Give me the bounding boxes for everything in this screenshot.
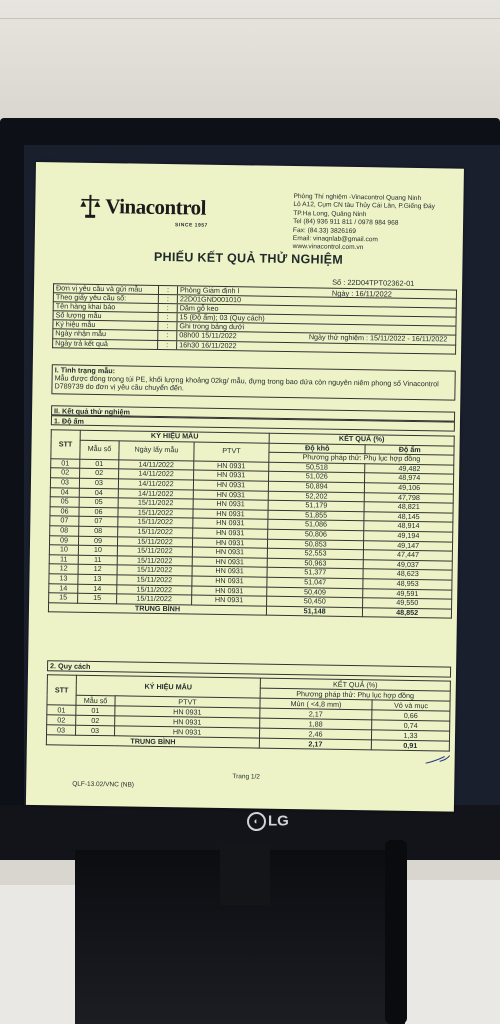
cell2-mun: 2,46 bbox=[259, 728, 371, 740]
cell-ptvt: HN 0931 bbox=[192, 547, 267, 558]
cell-ngaylay: 15/11/2022 bbox=[118, 498, 193, 509]
info-table bbox=[52, 283, 457, 354]
info-colon: : bbox=[158, 322, 177, 331]
cell-stt: 09 bbox=[49, 535, 78, 545]
cell-mauso: 01 bbox=[80, 459, 119, 469]
info-label: Ngày nhận mẫu bbox=[53, 329, 158, 340]
cell-doam: 49,037 bbox=[364, 559, 453, 570]
info-extra: Ngày thử nghiệm : 15/11/2022 - 16/11/2022 bbox=[308, 332, 448, 344]
cell-ptvt: HN 0931 bbox=[193, 518, 268, 529]
cell-ptvt: HN 0931 bbox=[193, 490, 268, 501]
cell-doam: 48,974 bbox=[365, 473, 454, 484]
col-dokho: Độ khô bbox=[269, 443, 366, 454]
cell-stt: 05 bbox=[50, 497, 79, 507]
info-label: Theo giấy yêu cầu số: bbox=[53, 293, 158, 304]
desk-right bbox=[400, 880, 500, 1024]
cell-dokho: 50,409 bbox=[267, 587, 364, 598]
document-title: PHIẾU KẾT QUẢ THỬ NGHIỆM bbox=[153, 249, 344, 267]
cell-doam: 48,623 bbox=[363, 569, 452, 580]
address-line: Fax: (84.33) 3826169 bbox=[292, 226, 357, 235]
cell-mauso: 09 bbox=[78, 536, 117, 546]
signature-mark-icon bbox=[425, 753, 451, 765]
cell-mauso: 07 bbox=[79, 517, 118, 527]
info-colon: : bbox=[158, 313, 177, 322]
moisture-table bbox=[48, 429, 455, 619]
info-colon: : bbox=[158, 295, 177, 304]
document-page bbox=[26, 162, 464, 812]
desk-left bbox=[0, 885, 75, 1024]
cell-ngaylay: 15/11/2022 bbox=[117, 594, 192, 605]
col-ngaylay: Ngày lấy mẫu bbox=[119, 440, 194, 460]
info-colon: : bbox=[158, 304, 177, 313]
cell2-mauso: 01 bbox=[76, 705, 115, 716]
col-doam: Độ ẩm bbox=[365, 444, 454, 455]
address-line: Lô A12, Cụm CN tàu Thủy Cái Lân, P.Giếng Đáy bbox=[293, 201, 436, 211]
ceiling-line bbox=[0, 18, 500, 19]
cell-doam: 48,953 bbox=[363, 579, 452, 590]
brand-since: SINCE 1957 bbox=[174, 222, 208, 229]
cell-ngaylay: 15/11/2022 bbox=[117, 575, 192, 586]
cell2-mun: 2,17 bbox=[260, 708, 372, 720]
avg2-vo: 0,91 bbox=[371, 740, 449, 751]
cell-mauso: 02 bbox=[80, 469, 119, 479]
cell-mauso: 08 bbox=[79, 526, 118, 536]
avg2-label: TRUNG BÌNH bbox=[46, 735, 259, 748]
col2-mauso: Mẫu số bbox=[76, 695, 115, 706]
cell-ngaylay: 15/11/2022 bbox=[117, 584, 192, 595]
cell-dokho: 52,202 bbox=[268, 491, 365, 502]
col-stt: STT bbox=[51, 430, 80, 459]
col-phuongphap: Phương pháp thử: Phụ lục hợp đồng bbox=[269, 452, 454, 464]
cell2-stt: 01 bbox=[47, 705, 76, 715]
cell-mauso: 03 bbox=[79, 478, 118, 488]
cell-mauso: 14 bbox=[78, 584, 117, 594]
cell-mauso: 12 bbox=[78, 565, 117, 575]
info-value-text: Ghi trong bảng dưới bbox=[179, 321, 245, 332]
cell-doam: 49,482 bbox=[365, 463, 454, 474]
cell-ptvt: HN 0931 bbox=[192, 586, 267, 597]
cell-ngaylay: 15/11/2022 bbox=[118, 508, 193, 519]
cell-dokho: 51,377 bbox=[267, 567, 364, 578]
cell-stt: 15 bbox=[49, 593, 78, 603]
address-line: Phòng Thí nghiệm -Vinacontrol Quang Ninh bbox=[293, 193, 422, 203]
cell-ngaylay: 15/11/2022 bbox=[117, 556, 192, 567]
cell2-mun: 1,88 bbox=[260, 718, 372, 730]
cell-dokho: 51,047 bbox=[267, 577, 364, 588]
cell2-ptvt: HN 0931 bbox=[115, 716, 260, 728]
monitor-stand-neck bbox=[220, 845, 270, 905]
cell-dokho: 50,518 bbox=[269, 462, 366, 473]
cell-dokho: 51,086 bbox=[268, 520, 365, 531]
cell-dokho: 50,853 bbox=[267, 539, 364, 550]
cell-ngaylay: 15/11/2022 bbox=[117, 565, 192, 576]
info-label: Đơn vị yêu cầu và gửi mẫu bbox=[53, 284, 158, 295]
info-value-text: 16h30 16/11/2022 bbox=[179, 339, 237, 350]
form-code: QLF-13.02/VNC (NB) bbox=[72, 780, 135, 789]
cell-ngaylay: 15/11/2022 bbox=[118, 517, 193, 528]
cell-ptvt: HN 0931 bbox=[192, 557, 267, 568]
brand-logo bbox=[79, 193, 206, 221]
cell-ptvt: HN 0931 bbox=[194, 470, 269, 481]
moisture-heading-text: 1. Độ ẩm bbox=[53, 416, 84, 426]
col2-stt: STT bbox=[47, 675, 76, 705]
cell-stt: 12 bbox=[49, 564, 78, 574]
sample-condition-text: Mẫu được đóng trong túi PE, khối lượng khoảng 02kg/ mẫu, đựng trong bao dứa còn nguyên niêm phong số Vinacontrol D789739 do đơn vị yêu cầu chuyển đến. bbox=[54, 373, 439, 393]
cell2-ptvt: HN 0931 bbox=[115, 706, 260, 718]
cell-ngaylay: 14/11/2022 bbox=[119, 460, 194, 471]
info-colon: : bbox=[158, 331, 177, 340]
info-value-text: 08h00 15/11/2022 bbox=[179, 330, 237, 341]
cell-ptvt: HN 0931 bbox=[192, 576, 267, 587]
cell-doam: 49,550 bbox=[363, 598, 452, 609]
cell-doam: 49,106 bbox=[365, 483, 454, 494]
cell-stt: 06 bbox=[50, 507, 79, 517]
scales-icon bbox=[79, 193, 101, 219]
brand-name: Vinacontrol bbox=[105, 193, 207, 220]
cell-dokho: 50,806 bbox=[268, 529, 365, 540]
cell-stt: 10 bbox=[49, 545, 78, 555]
cell-dokho: 52,553 bbox=[267, 548, 364, 559]
cell-doam: 48,914 bbox=[364, 521, 453, 532]
col2-vo: Vỏ và mục bbox=[372, 700, 450, 711]
cell-mauso: 11 bbox=[78, 555, 117, 565]
dimension-heading-text: 2. Quy cách bbox=[50, 661, 91, 671]
info-label: Ký hiệu mẫu bbox=[53, 320, 158, 331]
lg-logo-text: LG bbox=[268, 812, 289, 830]
lg-logo bbox=[247, 812, 289, 831]
cell2-stt: 03 bbox=[47, 725, 76, 735]
so-value: 22D04TPT02362-01 bbox=[347, 277, 415, 288]
cell-stt: 08 bbox=[50, 526, 79, 536]
document-number: Số : 22D04TPT02362-01 bbox=[332, 277, 415, 288]
cell-stt: 03 bbox=[50, 478, 79, 488]
cell-ngaylay: 14/11/2022 bbox=[119, 469, 194, 480]
cell-stt: 02 bbox=[51, 468, 80, 478]
ngay-value: 16/11/2022 bbox=[355, 289, 392, 299]
sample-condition bbox=[51, 364, 455, 400]
dimension-table bbox=[46, 674, 451, 751]
cell-ptvt: HN 0931 bbox=[193, 480, 268, 491]
avg2-mun: 2,17 bbox=[259, 738, 371, 750]
cell-doam: 49,147 bbox=[364, 540, 453, 551]
info-colon: : bbox=[158, 340, 177, 349]
info-value-text: 15 (Độ ẩm); 03 (Quy cách) bbox=[179, 312, 265, 323]
lab-address bbox=[293, 193, 464, 255]
cell2-stt: 02 bbox=[47, 715, 76, 725]
col2-phuongphap: Phương pháp thử: Phụ lục hợp đồng bbox=[260, 688, 450, 701]
avg-dokho: 51,148 bbox=[266, 606, 363, 617]
cell-dokho: 51,179 bbox=[268, 500, 365, 511]
info-value-text: Phòng Giám định I bbox=[179, 285, 240, 296]
cell-doam: 49,194 bbox=[364, 531, 453, 542]
cell-stt: 14 bbox=[49, 583, 78, 593]
info-label: Ngày trả kết quả bbox=[53, 338, 158, 349]
info-colon: : bbox=[158, 285, 177, 294]
info-value-text: Dăm gỗ keo bbox=[179, 303, 219, 314]
cell-ngaylay: 15/11/2022 bbox=[118, 527, 193, 538]
cell-ptvt: HN 0931 bbox=[192, 538, 267, 549]
avg-label: TRUNG BÌNH bbox=[48, 602, 266, 615]
cell-ptvt: HN 0931 bbox=[194, 461, 269, 472]
cell2-vo: 0,66 bbox=[372, 710, 450, 721]
cell2-mauso: 03 bbox=[76, 725, 115, 736]
cell-mauso: 06 bbox=[79, 507, 118, 517]
col-kyhieu: KÝ HIỆU MẪU bbox=[80, 430, 269, 443]
cell-mauso: 05 bbox=[79, 497, 118, 507]
cell-doam: 47,798 bbox=[365, 492, 454, 503]
cell-ngaylay: 15/11/2022 bbox=[117, 546, 192, 557]
cell-stt: 04 bbox=[50, 487, 79, 497]
cell2-mauso: 02 bbox=[76, 715, 115, 726]
col-ptvt: PTVT bbox=[194, 442, 269, 462]
cell-stt: 01 bbox=[51, 459, 80, 469]
cell-doam: 48,821 bbox=[364, 502, 453, 513]
cell-dokho: 50,963 bbox=[267, 558, 364, 569]
cell2-vo: 0,74 bbox=[372, 720, 450, 731]
page-number: Trang 1/2 bbox=[232, 773, 261, 781]
cell-ngaylay: 14/11/2022 bbox=[118, 488, 193, 499]
cell-stt: 11 bbox=[49, 554, 78, 564]
col-mauso: Mẫu số bbox=[80, 440, 119, 460]
cell-ptvt: HN 0931 bbox=[192, 595, 267, 606]
address-line: Tel (84) 936 911 811 / 0978 984 968 bbox=[293, 218, 399, 227]
cell-ptvt: HN 0931 bbox=[193, 509, 268, 520]
cell-doam: 49,591 bbox=[363, 588, 452, 599]
sample-condition-heading: I. Tình trạng mẫu: bbox=[54, 365, 116, 376]
cell-mauso: 04 bbox=[79, 488, 118, 498]
cell-ngaylay: 14/11/2022 bbox=[118, 479, 193, 490]
cell-dokho: 50,894 bbox=[268, 481, 365, 492]
info-value-text: 22D01GND001010 bbox=[179, 294, 242, 305]
cell2-vo: 1,33 bbox=[371, 730, 449, 741]
cell-doam: 47,447 bbox=[364, 550, 453, 561]
cell-stt: 07 bbox=[50, 516, 79, 526]
address-line: www.vinacontrol.com.vn bbox=[292, 243, 364, 252]
cell-doam: 48,145 bbox=[364, 511, 453, 522]
address-line: Email: vinaqnlab@gmail.com bbox=[292, 235, 378, 244]
col2-mun: Mùn ( <4,8 mm) bbox=[260, 698, 372, 710]
info-label: Tên hàng khai báo bbox=[53, 302, 158, 313]
cell-mauso: 10 bbox=[78, 545, 117, 555]
col2-ketqua: KẾT QUẢ (%) bbox=[260, 678, 450, 691]
cell-stt: 13 bbox=[49, 574, 78, 584]
cell2-ptvt: HN 0931 bbox=[114, 726, 259, 738]
cell-mauso: 13 bbox=[78, 574, 117, 584]
results-heading-text: II. Kết quả thử nghiệm bbox=[54, 406, 131, 417]
cable bbox=[385, 840, 407, 1024]
cell-ptvt: HN 0931 bbox=[193, 499, 268, 510]
so-label: Số bbox=[332, 277, 342, 287]
cell-dokho: 51,855 bbox=[268, 510, 365, 521]
cell-dokho: 51,026 bbox=[269, 472, 366, 483]
cell-mauso: 15 bbox=[78, 593, 117, 603]
cell-ptvt: HN 0931 bbox=[193, 528, 268, 539]
col2-kyhieu: KÝ HIỆU MẪU bbox=[76, 675, 260, 698]
lg-logo-icon: ◐ bbox=[247, 812, 266, 831]
ngay-label: Ngày : bbox=[331, 288, 354, 299]
col2-ptvt: PTVT bbox=[115, 696, 260, 708]
address-line: TP.Hạ Long, Quảng Ninh bbox=[293, 209, 367, 219]
cell-ptvt: HN 0931 bbox=[192, 566, 267, 577]
info-label: Số lượng mẫu bbox=[53, 311, 158, 322]
avg-doam: 48,852 bbox=[363, 607, 452, 618]
col-ketqua: KẾT QUẢ (%) bbox=[269, 433, 454, 445]
cell-dokho: 50,450 bbox=[267, 596, 364, 607]
cell-ngaylay: 15/11/2022 bbox=[117, 536, 192, 547]
